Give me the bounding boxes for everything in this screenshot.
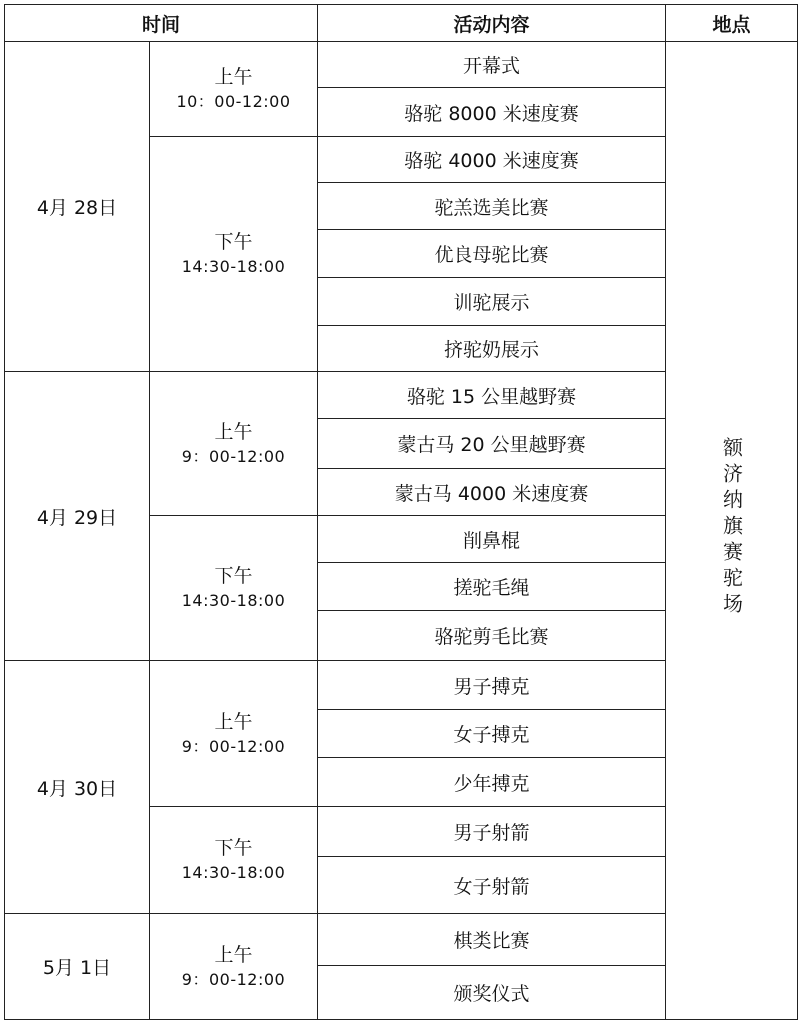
- session-cell: [150, 807, 318, 914]
- activity-cell: 骆驼 15 公里越野赛: [318, 372, 666, 419]
- header-row: [5, 5, 798, 42]
- activity-cell: 驼羔选美比赛: [318, 183, 666, 230]
- date-cell: 5月 1日: [5, 914, 150, 1020]
- date-cell: 4月 29日: [5, 372, 150, 661]
- activity-cell: 颁奖仪式: [318, 966, 666, 1020]
- session-cell: [150, 914, 318, 1020]
- activity-cell: 削鼻棍: [318, 516, 666, 563]
- activity-cell: 少年搏克: [318, 758, 666, 807]
- session-cell: [150, 372, 318, 516]
- activity-cell: 蒙古马 4000 米速度赛: [318, 469, 666, 516]
- session-period: 上午: [214, 420, 253, 443]
- activity-cell: 优良母驼比赛: [318, 230, 666, 278]
- activity-cell: 骆驼 4000 米速度赛: [318, 137, 666, 183]
- session-time-range: 14:30-18:00: [181, 591, 286, 610]
- session-period: 上午: [214, 710, 253, 733]
- date-cell: 4月 28日: [5, 42, 150, 372]
- schedule-row: [5, 42, 798, 88]
- activity-cell: 骆驼剪毛比赛: [318, 611, 666, 661]
- session-period: 下午: [214, 837, 253, 859]
- session-time-range: 9：00-12:00: [181, 736, 286, 756]
- activity-cell: 女子射箭: [318, 857, 666, 914]
- date-cell: 4月 30日: [5, 661, 150, 914]
- header-venue: 地点: [666, 5, 798, 42]
- header-time: 时间: [5, 5, 318, 42]
- session-period: 下午: [214, 565, 253, 587]
- activity-cell: 男子搏克: [318, 661, 666, 710]
- activity-cell: 蒙古马 20 公里越野赛: [318, 419, 666, 469]
- header-activity: 活动内容: [318, 5, 666, 42]
- activity-cell: 女子搏克: [318, 710, 666, 758]
- venue-text: 额济纳旗赛驼场: [719, 437, 744, 619]
- session-cell: [150, 42, 318, 137]
- activity-cell: 挤驼奶展示: [318, 326, 666, 372]
- session-cell: [150, 137, 318, 372]
- session-time-range: 10：00-12:00: [176, 92, 291, 111]
- activity-cell: 搓驼毛绳: [318, 563, 666, 611]
- activity-cell: 开幕式: [318, 42, 666, 88]
- session-time-range: 9：00-12:00: [181, 969, 286, 989]
- session-period: 下午: [214, 231, 253, 253]
- schedule-table: [4, 4, 798, 1020]
- session-period: 上午: [214, 943, 253, 966]
- activity-cell: 训驼展示: [318, 278, 666, 326]
- session-time-range: 14:30-18:00: [181, 863, 286, 882]
- activity-cell: 棋类比赛: [318, 914, 666, 966]
- activity-cell: 男子射箭: [318, 807, 666, 857]
- activity-cell: 骆驼 8000 米速度赛: [318, 88, 666, 137]
- session-time-range: 9：00-12:00: [181, 446, 286, 466]
- session-cell: [150, 661, 318, 807]
- session-period: 上午: [214, 66, 253, 88]
- session-time-range: 14:30-18:00: [181, 257, 286, 276]
- venue-cell: [666, 42, 798, 1020]
- session-cell: [150, 516, 318, 661]
